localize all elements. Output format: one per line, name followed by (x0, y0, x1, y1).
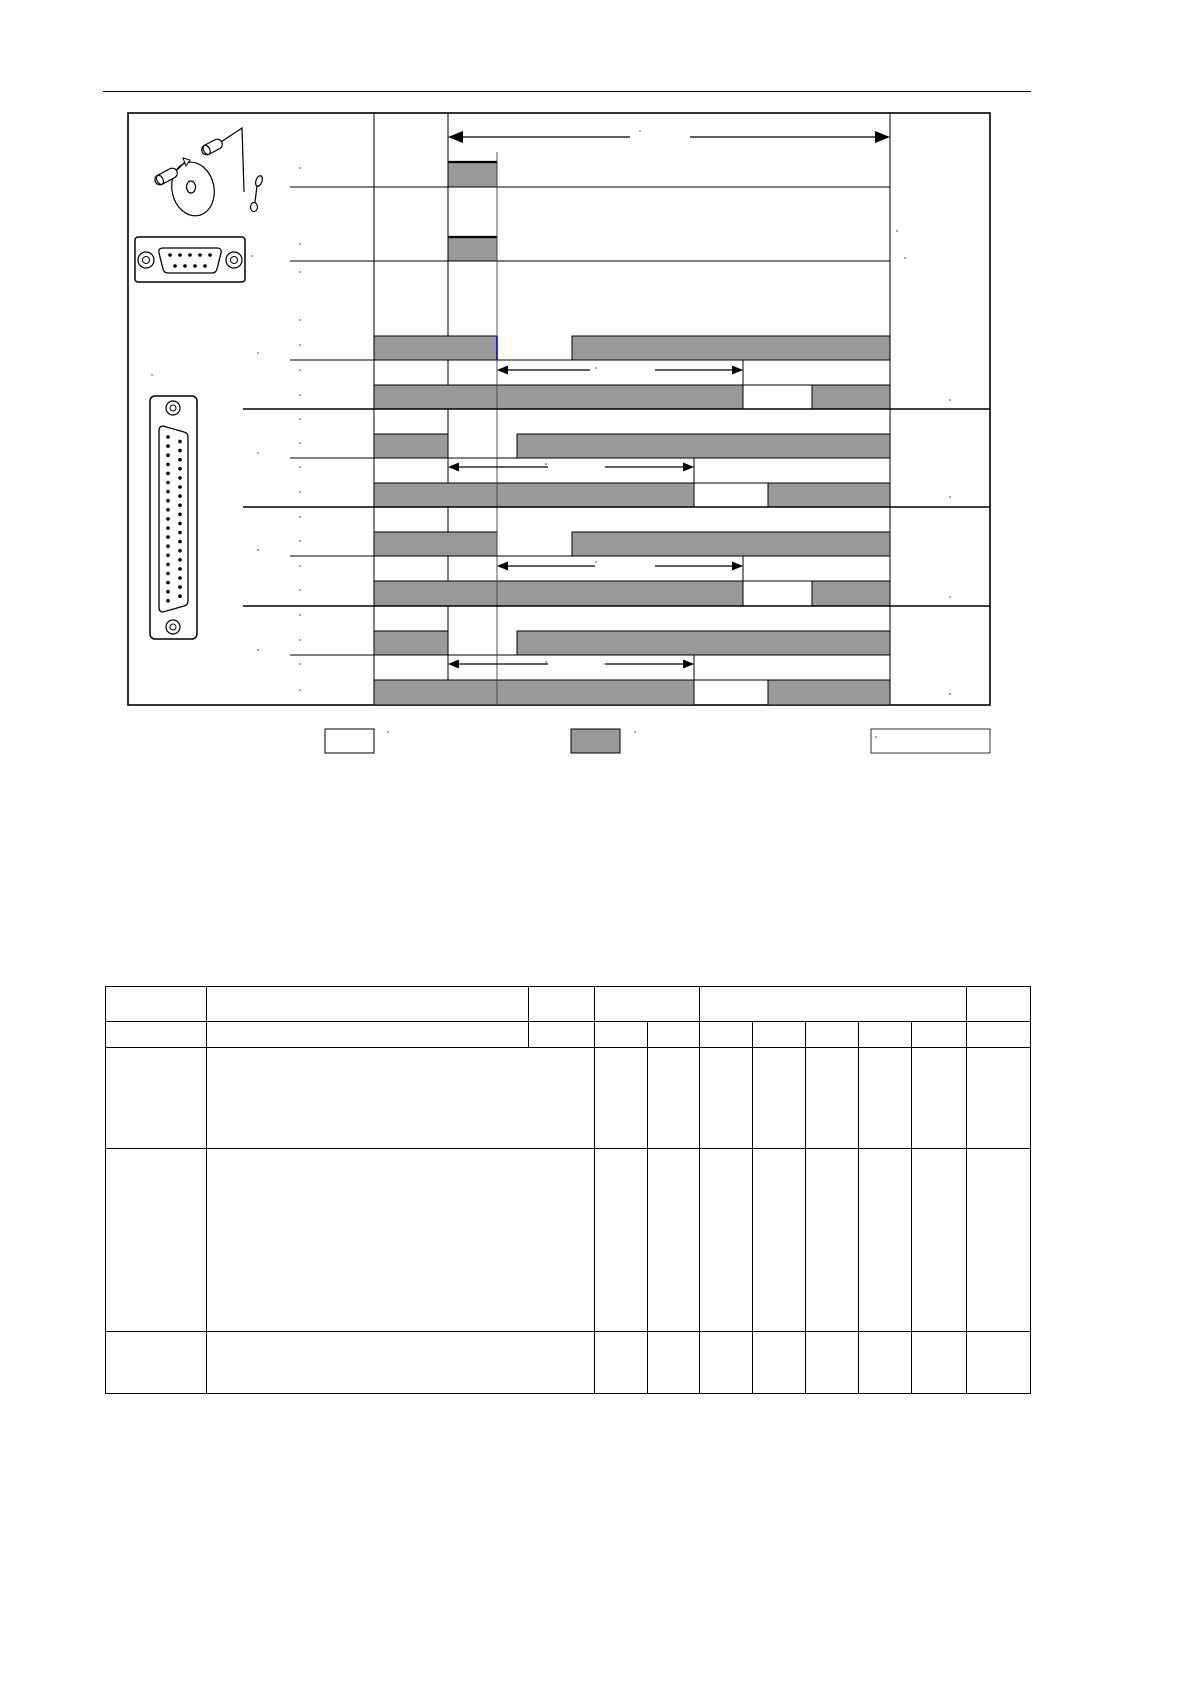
connector-pin (178, 558, 182, 562)
connector-pin (178, 540, 182, 544)
connector-pin (178, 440, 182, 444)
text-remnant-dot (299, 418, 301, 420)
connector-pin (166, 517, 170, 521)
table-header-cell (700, 1022, 753, 1048)
text-remnant-dot (299, 589, 301, 591)
connector-pin (166, 599, 170, 603)
connector-pin (166, 581, 170, 585)
connector-pin (178, 531, 182, 535)
connector-pin (178, 494, 182, 498)
connector-pin (178, 467, 182, 471)
text-remnant-dot (595, 561, 597, 563)
timing-bar (374, 631, 448, 655)
text-remnant-dot (299, 516, 301, 518)
table-cell (753, 1149, 806, 1332)
table-header-cell (967, 1022, 1031, 1048)
table-cell (106, 1332, 207, 1394)
text-remnant-dot (251, 255, 253, 257)
text-remnant-dot (949, 496, 951, 498)
connector-pin (166, 572, 170, 576)
table-cell (106, 1149, 207, 1332)
table-cell (595, 1048, 648, 1149)
table-header-cell (529, 987, 595, 1022)
text-remnant-dot (299, 319, 301, 321)
table-header-cell (648, 1022, 700, 1048)
connector-pin (178, 576, 182, 580)
table-cell (648, 1149, 700, 1332)
timing-bar (768, 483, 890, 507)
table-cell (700, 1149, 753, 1332)
connector-pin (178, 449, 182, 453)
text-remnant-dot (299, 663, 301, 665)
timing-bar (374, 581, 743, 606)
table-cell (207, 1149, 595, 1332)
text-remnant-dot (299, 689, 301, 691)
timing-bar (374, 483, 694, 507)
table-header-cell (595, 1022, 648, 1048)
table-header-cell (106, 987, 207, 1022)
table-cell (859, 1332, 912, 1394)
text-remnant-dot (299, 565, 301, 567)
table-cell (595, 1149, 648, 1332)
table-cell (859, 1149, 912, 1332)
timing-bar (517, 631, 890, 655)
text-remnant-dot (299, 243, 301, 245)
connector-pin (166, 535, 170, 539)
connector-pin (166, 435, 170, 439)
text-remnant-dot (875, 736, 877, 738)
text-remnant-dot (257, 649, 259, 651)
text-remnant-dot (299, 369, 301, 371)
text-remnant-dot (387, 731, 389, 733)
timing-bar (768, 680, 890, 705)
table-cell (967, 1149, 1031, 1332)
table-header-cell (753, 1022, 806, 1048)
text-remnant-dot (299, 394, 301, 396)
connector-pin (178, 549, 182, 553)
db37-connector-icon (150, 396, 197, 639)
text-remnant-dot (299, 639, 301, 641)
connector-pin (166, 508, 170, 512)
text-remnant-dot (257, 549, 259, 551)
table-cell (806, 1048, 859, 1149)
text-remnant-dot (299, 167, 301, 169)
table-header-cell (207, 1022, 529, 1048)
timing-bar (374, 434, 448, 458)
connector-pin (166, 481, 170, 485)
connector-pin (166, 554, 170, 558)
table-cell (753, 1332, 806, 1394)
table-header-row (106, 1022, 1031, 1048)
connector-pin (178, 594, 182, 598)
table-cell (595, 1332, 648, 1394)
text-remnant-dot (896, 230, 898, 232)
legend-swatch-active (571, 729, 620, 753)
connector-pin (166, 463, 170, 467)
table-row (106, 1332, 1031, 1394)
connector-pin (166, 563, 170, 567)
timing-bar (517, 434, 890, 458)
connector-pin (166, 472, 170, 476)
table-header-cell (595, 987, 700, 1022)
table-header-cell (106, 1022, 207, 1048)
table-cell (648, 1332, 700, 1394)
text-remnant-dot (949, 596, 951, 598)
connector-pin (166, 526, 170, 530)
text-remnant-dot (299, 344, 301, 346)
connector-pin (166, 544, 170, 548)
legend-swatch-inactive (325, 729, 374, 753)
timing-bar (572, 336, 890, 360)
table-cell (806, 1149, 859, 1332)
connector-pin (166, 453, 170, 457)
text-remnant-dot (257, 352, 259, 354)
table-header-cell (859, 1022, 912, 1048)
table-cell (753, 1048, 806, 1149)
text-remnant-dot (299, 540, 301, 542)
table-row (106, 1149, 1031, 1332)
table-header-cell (912, 1022, 967, 1048)
connector-pin (166, 590, 170, 594)
timing-bar (572, 532, 890, 556)
table-row (106, 1048, 1031, 1149)
timing-bar (374, 680, 694, 705)
table-cell (106, 1048, 207, 1149)
table-cell (859, 1048, 912, 1149)
table-cell (700, 1048, 753, 1149)
table-header-cell (529, 1022, 595, 1048)
timing-bar (374, 336, 497, 360)
connector-pin (178, 458, 182, 462)
table-cell (967, 1332, 1031, 1394)
timing-bar (812, 581, 890, 606)
text-remnant-dot (639, 130, 641, 132)
table-cell (912, 1332, 967, 1394)
connector-pin (166, 490, 170, 494)
text-remnant-dot (545, 463, 547, 465)
text-remnant-dot (299, 491, 301, 493)
connector-pin (166, 444, 170, 448)
table-cell (912, 1149, 967, 1332)
text-remnant-dot (595, 367, 597, 369)
table-cell (912, 1048, 967, 1149)
text-remnant-dot (949, 399, 951, 401)
text-remnant-dot (949, 693, 951, 695)
table-cell (207, 1048, 595, 1149)
timing-bar (374, 385, 743, 409)
connector-pin (178, 485, 182, 489)
text-remnant-dot (151, 374, 153, 376)
text-remnant-dot (299, 271, 301, 273)
table-header-cell (700, 987, 967, 1022)
text-remnant-dot (545, 661, 547, 663)
table-cell (806, 1332, 859, 1394)
connector-pin (178, 522, 182, 526)
legend-note-box (871, 729, 990, 753)
connector-pin (178, 567, 182, 571)
table-header-cell (207, 987, 529, 1022)
text-remnant-dot (299, 442, 301, 444)
timing-bar (812, 385, 890, 409)
table-cell (648, 1048, 700, 1149)
text-remnant-dot (904, 257, 906, 259)
table-cell (967, 1048, 1031, 1149)
timing-bar (448, 237, 497, 261)
connector-pin (178, 503, 182, 507)
connector-pin (178, 585, 182, 589)
table-header-cell (806, 1022, 859, 1048)
connector-pin (178, 513, 182, 517)
connector-pin (178, 476, 182, 480)
timing-bar (448, 162, 497, 187)
timing-diagram (0, 0, 1190, 780)
table-cell (700, 1332, 753, 1394)
table-header-row (106, 987, 1031, 1022)
text-remnant-dot (257, 452, 259, 454)
data-table (105, 986, 1031, 1394)
table-header-cell (967, 987, 1031, 1022)
text-remnant-dot (299, 614, 301, 616)
timing-bar (374, 532, 497, 556)
text-remnant-dot (634, 731, 636, 733)
text-remnant-dot (299, 466, 301, 468)
table-cell (207, 1332, 595, 1394)
connector-pin (166, 499, 170, 503)
db9-serial-connector-icon (135, 237, 245, 282)
